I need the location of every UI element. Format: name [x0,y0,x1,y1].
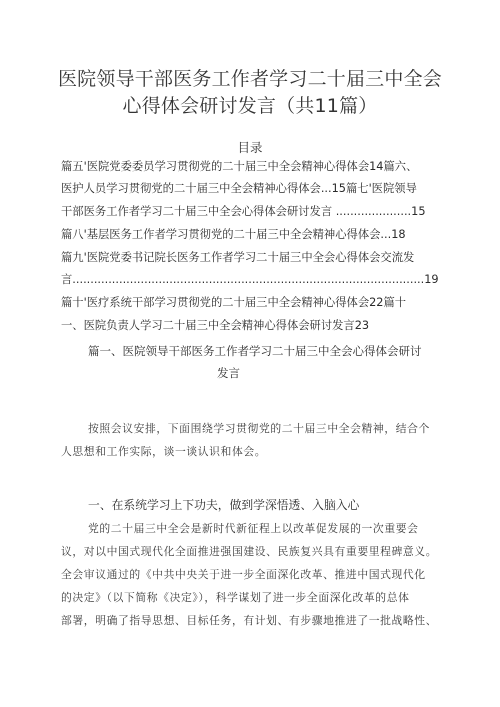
section-title-line2: 发言 [217,366,240,380]
body-text-line: 全会审议通过的《中共中央关于进一步全面深化改革、推进中国式现代化 [61,568,426,581]
toc-line: 篇五'医院党委委员学习贯彻党的二十届三中全会精神心得体会14篇六、 [61,160,418,173]
body-text-line: 的决定》（以下简称《决定》），科学谋划了进一步全面深化改革的总体 [61,591,410,604]
body-text-line: 党的二十届三中全会是新时代新征程上以改革促发展的一次重要会 [88,522,419,535]
body-text-line: 按照会议安排，下面围绕学习贯彻党的二十届三中全会精神，结合个 [88,422,430,435]
body-text-line: 部署，明确了指导思想、目标任务，有计划、有步骤地推进了一批战略性、 [61,614,438,627]
toc-line: 干部医务工作者学习二十届三中全会心得体会研讨发言 .....................15 [61,205,426,218]
toc-line: 言..................................................................................................19 [61,273,439,286]
section-title-line1: 篇一、医院领导干部医务工作者学习二十届三中全会心得体会研讨 [88,344,422,358]
document-title-line1: 医院领导干部医务工作者学习二十届三中全会 [57,68,442,90]
toc-line: 医护人员学习贯彻党的二十届三中全会精神心得体会...15篇七'医院领导 [61,182,417,195]
toc-line: 篇八'基层医务工作者学习贯彻党的二十届三中全会精神心得体会...18 [61,228,406,241]
toc-line: 一、医院负责人学习二十届三中全会精神心得体会研讨发言23 [61,319,370,332]
body-text-line: 议，对以中国式现代化全面推进强国建设、民族复兴具有重要里程碑意义。 [61,545,438,558]
body-text-line: 人思想和工作实际，谈一谈认识和体会。 [61,445,267,458]
toc-line: 篇九'医院党委书记院长医务工作者学习二十届三中全会心得体会交流发 [61,251,415,264]
heading-level1: 一、在系统学习上下功夫，做到学深悟透、入脑入心 [88,498,360,512]
document-title-line2: 心得体会研讨发言（共11篇） [122,95,378,117]
toc-heading: 目录 [237,140,263,155]
toc-line: 篇十'医疗系统干部学习贯彻党的二十届三中全会精神心得体会22篇十 [61,296,407,309]
